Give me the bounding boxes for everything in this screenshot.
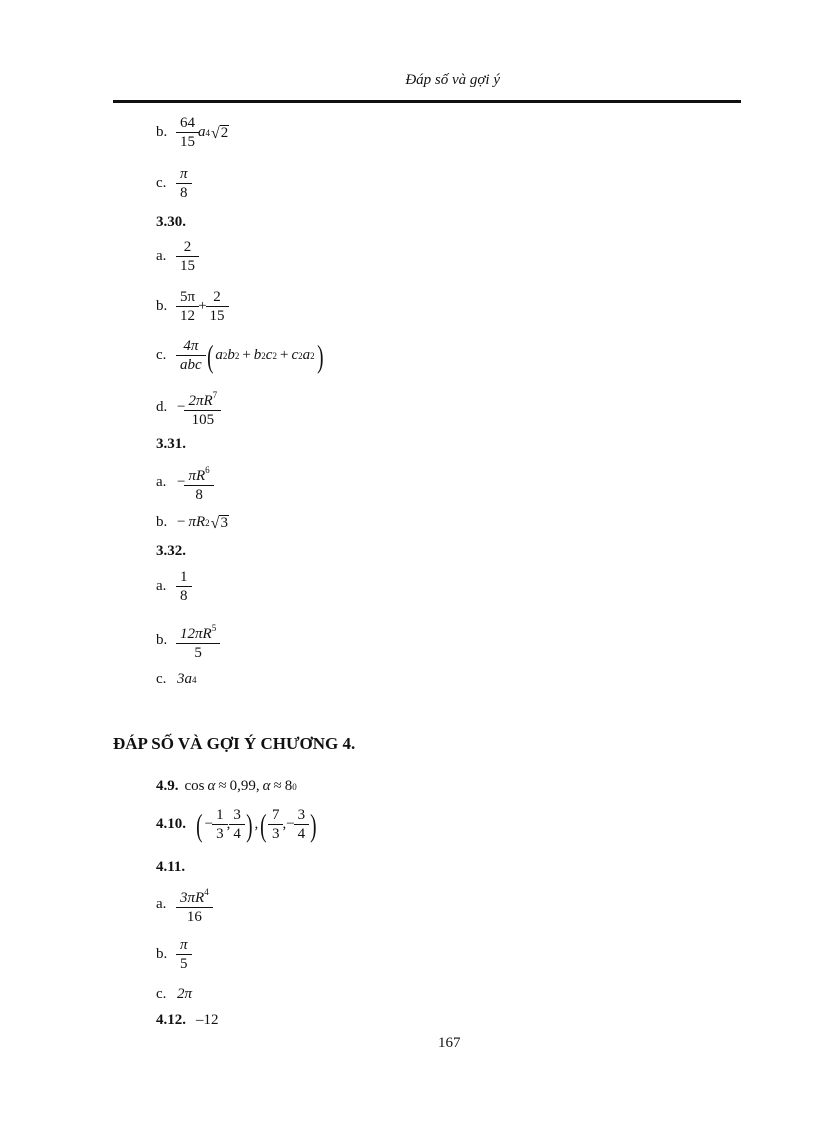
item-label: c. [156,671,167,687]
denominator: 8 [176,586,192,604]
plus-sign: + [198,298,207,314]
exponent: 2 [272,350,277,361]
term-base: b [253,347,262,363]
answer-3-30-d [156,387,220,428]
radical-sign: √ [211,124,220,142]
minus-sign: − [286,816,295,832]
radicand: 3 [220,514,228,531]
exponent: 2 [234,350,240,361]
answer-3-32-c [156,671,197,688]
problem-number: 4.10. [156,816,186,832]
term-base: a [215,347,223,363]
square-root [211,125,229,141]
item-label: a. [156,248,167,264]
numerator [186,387,219,410]
plus-sign: + [279,347,289,363]
item-label: b. [156,298,168,314]
running-header: Đáp số và gợi ý [405,72,500,88]
section-4-11: 4.11. [156,859,186,875]
exponent: 2 [222,350,228,361]
answer-4-11-c [156,986,192,1003]
numerator: 3 [297,807,306,823]
answer-4-11-b [156,937,191,972]
answer-3-32-b [156,620,219,661]
exponent: 2 [205,517,210,528]
minus-sign: − [177,514,186,530]
header-rule [113,100,741,103]
numerator: π [180,166,188,182]
numerator-base: 3πR [180,890,205,906]
alpha-symbol: α [207,778,216,794]
answer-3-29-c [156,166,191,201]
right-paren: ) [310,806,317,843]
answer-4-10 [156,807,319,842]
denominator: 5 [176,954,192,972]
denominator: 105 [184,410,221,428]
fraction [178,937,190,972]
answer-3-30-c [156,338,325,373]
function-name: cos [184,778,205,794]
term-base: c [265,347,273,363]
comma: , [226,816,231,832]
numerator [186,462,211,485]
left-paren: ( [196,806,203,843]
exponent: 7 [212,390,218,400]
item-label: b. [156,632,168,648]
answer-4-12 [156,1012,219,1029]
item-label: b. [156,946,168,962]
comma: , [254,816,259,832]
base: 3a [177,671,192,687]
value: –12 [196,1012,219,1028]
base: πR [188,514,206,530]
denominator: 15 [176,256,199,274]
item-label: c. [156,347,167,363]
section-3-30: 3.30. [156,214,186,230]
fraction [178,239,197,274]
denominator: 15 [176,132,199,150]
minus-sign: − [177,474,186,490]
denominator: 16 [176,907,213,925]
minus-sign: − [177,399,186,415]
answer-4-11-a [156,884,212,925]
fraction [214,807,226,842]
denominator: 4 [229,824,245,842]
minus-sign: − [204,816,214,832]
exponent: 0 [292,781,297,792]
answer-3-32-a [156,569,191,604]
numerator: π [180,937,188,953]
problem-number: 4.12. [156,1012,186,1028]
fraction [178,569,190,604]
exponent: 4 [205,127,210,138]
numerator [178,884,211,907]
exponent: 2 [310,350,315,361]
fraction [178,884,211,925]
fraction [178,620,218,661]
fraction [208,289,227,324]
denominator: 15 [206,306,229,324]
problem-number: 4.9. [156,778,179,794]
denominator: 8 [176,183,192,201]
numerator: 1 [216,807,224,823]
section-3-32: 3.32. [156,543,186,559]
numerator: 2 [183,239,192,255]
radical-sign: √ [210,514,220,532]
variable: a [198,124,206,140]
denominator: 3 [268,824,284,842]
left-paren: ( [260,806,267,843]
value: 2π [177,986,193,1002]
term-base: a [302,347,311,363]
chapter-heading: ĐÁP SỐ VÀ GỢI Ý CHƯƠNG 4. [113,734,356,753]
denominator: 3 [212,824,228,842]
radicand: 2 [220,124,229,141]
item-label: c. [156,986,167,1002]
exponent: 2 [298,350,303,361]
right-paren: ) [316,337,324,374]
numerator: 7 [271,807,280,823]
numerator: 5π [180,289,196,305]
denominator: 12 [176,306,199,324]
right-paren: ) [246,806,253,843]
exponent: 4 [192,674,197,685]
term-base: c [291,347,299,363]
answer-3-31-a [156,462,213,503]
numerator: 2 [213,289,221,305]
denominator: 4 [294,824,310,842]
approx-sign: ≈ [273,778,282,794]
denominator: 8 [184,485,213,503]
exponent: 5 [211,623,217,633]
answer-3-30-a [156,239,198,274]
item-label: c. [156,175,167,191]
left-paren: ( [206,337,214,374]
numerator-base: πR [188,468,206,484]
value: 0,99 [229,778,256,794]
numerator: 4π [183,338,199,354]
item-label: a. [156,474,167,490]
fraction [186,387,219,428]
plus-sign: + [242,347,251,363]
exponent: 2 [261,350,266,361]
fraction [270,807,282,842]
answer-3-31-b [156,514,229,531]
fraction [178,115,197,150]
fraction [178,338,204,373]
item-label: b. [156,514,168,530]
numerator: 1 [180,569,188,585]
numerator: 64 [180,115,195,131]
item-label: b. [156,124,168,140]
fraction [178,166,190,201]
item-label: a. [156,578,167,594]
denominator: abc [176,355,206,373]
numerator-base: 12πR [180,626,212,642]
numerator-base: 2πR [188,393,213,409]
section-3-31: 3.31. [156,436,186,452]
square-root [211,515,229,531]
fraction [186,462,211,503]
fraction [178,289,197,324]
answer-3-29-b [156,115,229,150]
approx-sign: ≈ [218,778,227,794]
numerator: 3 [233,807,241,823]
answer-4-9 [156,778,297,795]
comma: , [255,778,260,794]
term-base: b [227,347,235,363]
answer-3-30-b [156,289,228,324]
exponent: 6 [205,465,210,475]
fraction [296,807,308,842]
numerator [178,620,218,643]
denominator: 5 [176,643,220,661]
item-label: d. [156,399,168,415]
comma: , [282,816,287,832]
alpha-symbol: α [262,778,271,794]
value: 8 [284,778,293,794]
item-label: a. [156,896,167,912]
fraction [231,807,243,842]
page-number: 167 [438,1035,461,1051]
exponent: 4 [204,887,209,897]
